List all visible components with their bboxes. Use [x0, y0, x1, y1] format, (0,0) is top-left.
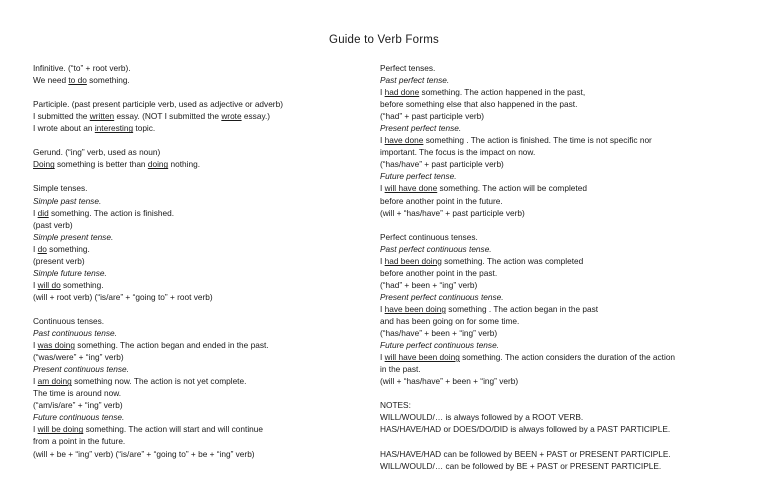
text-line	[380, 134, 740, 146]
text-line	[33, 399, 363, 411]
text-line	[380, 195, 740, 207]
underlined-verb: had done	[384, 87, 420, 98]
text-span: Perfect tenses.	[380, 63, 436, 73]
underlined-verb: did	[37, 207, 49, 218]
text-span: and has been going on for some time.	[380, 315, 520, 326]
underlined-verb: do	[37, 243, 47, 254]
text-line	[33, 62, 363, 74]
text-line	[380, 339, 740, 351]
text-span: something. The action considers the duration of the action	[459, 352, 676, 363]
text-span: something now. The action is not yet complete.	[71, 376, 247, 387]
text-span: essay.)	[241, 111, 271, 122]
text-line	[380, 351, 740, 363]
text-line	[380, 315, 740, 327]
text-line	[380, 122, 740, 134]
text-line	[380, 291, 740, 303]
text-span: nothing.	[168, 159, 201, 170]
blank-line	[380, 435, 740, 447]
text-span: essay. (NOT I submitted the	[114, 111, 222, 122]
text-span: WILL/WOULD/… can be followed by BE + PAST or PRESENT PARTICIPLE.	[380, 460, 662, 471]
text-span: I	[33, 376, 38, 387]
text-line	[33, 315, 363, 327]
text-span: before another point in the past.	[380, 267, 498, 278]
text-line	[33, 448, 363, 460]
text-span: I	[380, 87, 385, 98]
underlined-verb: was doing	[37, 340, 75, 351]
italic-subheading: Past perfect tense.	[380, 75, 450, 86]
text-line	[380, 327, 740, 339]
text-line	[33, 291, 363, 303]
text-line	[380, 98, 740, 110]
text-line	[380, 448, 740, 460]
text-span: topic.	[133, 123, 156, 134]
text-span: something.	[60, 279, 104, 290]
text-span: (“had” + been + “ing” verb)	[380, 279, 478, 290]
underlined-verb: am doing	[37, 376, 72, 387]
text-span: I	[33, 207, 38, 218]
text-span: before something else that also happened in the past.	[380, 99, 578, 110]
text-line	[380, 255, 740, 267]
text-line	[33, 423, 363, 435]
text-span: WILL/WOULD/… is always followed by a ROOT VERB.	[380, 412, 584, 423]
text-span: something is better than	[54, 159, 148, 170]
page-title: Guide to Verb Forms	[329, 34, 439, 46]
underlined-verb: had been doing	[384, 255, 442, 266]
left-column	[33, 62, 363, 460]
text-span: something. The action will be completed	[437, 183, 587, 194]
text-line	[33, 351, 363, 363]
underlined-verb: to do	[68, 75, 87, 86]
blank-line	[33, 86, 363, 98]
blank-line	[380, 219, 740, 231]
text-line	[33, 411, 363, 423]
text-line	[33, 98, 363, 110]
underlined-verb: Doing	[33, 159, 55, 170]
underlined-verb: have done	[384, 135, 424, 146]
text-line	[33, 267, 363, 279]
underlined-verb: wrote	[221, 111, 242, 122]
underlined-verb: will be doing	[37, 424, 84, 435]
text-line	[33, 110, 363, 122]
text-line	[380, 231, 740, 243]
text-line	[33, 231, 363, 243]
text-span: before another point in the future.	[380, 195, 503, 206]
text-span: I	[33, 243, 38, 254]
text-line	[380, 375, 740, 387]
italic-subheading: Future perfect continuous tense.	[380, 340, 499, 351]
italic-subheading: Future perfect tense.	[380, 171, 457, 182]
text-span: (“had” + past participle verb)	[380, 111, 484, 122]
text-line	[33, 219, 363, 231]
text-span: NOTES:	[380, 400, 411, 411]
underlined-verb: have been doing	[384, 303, 446, 314]
text-line	[380, 182, 740, 194]
text-span: something.	[46, 243, 90, 254]
italic-subheading: Present perfect continuous tense.	[380, 291, 504, 302]
text-span: something. The action will start and will continue	[83, 424, 264, 435]
text-span: I	[33, 340, 38, 351]
text-line	[380, 411, 740, 423]
underlined-verb: interesting	[94, 123, 134, 134]
text-line	[380, 74, 740, 86]
underlined-verb: will have been doing	[384, 352, 460, 363]
text-line	[33, 255, 363, 267]
text-span: The time is around now.	[33, 388, 122, 399]
underlined-verb: will do	[37, 279, 61, 290]
text-span: I	[33, 424, 38, 435]
text-span: something.	[86, 75, 130, 86]
text-line	[380, 460, 740, 472]
text-line	[380, 110, 740, 122]
text-span: (“has/have” + been + “ing” verb)	[380, 328, 498, 339]
text-line	[380, 423, 740, 435]
text-line	[33, 158, 363, 170]
text-line	[33, 339, 363, 351]
text-span: something. The action began and ended in the past.	[75, 340, 269, 351]
text-span: from a point in the future.	[33, 436, 126, 447]
italic-subheading: Present continuous tense.	[33, 364, 129, 375]
text-line	[380, 243, 740, 255]
text-line	[33, 435, 363, 447]
text-line	[380, 158, 740, 170]
text-span: Participle. (past present participle verb, used as adjective or adverb)	[33, 99, 283, 110]
text-span: We need	[33, 75, 69, 86]
italic-subheading: Present perfect tense.	[380, 123, 462, 134]
text-span: (past verb)	[33, 219, 73, 230]
text-line	[380, 146, 740, 158]
text-line	[380, 279, 740, 291]
text-span: something . The action began in the past	[446, 303, 599, 314]
italic-subheading: Simple present tense.	[33, 231, 114, 242]
text-span: Perfect continuous tenses.	[380, 231, 478, 242]
blank-line	[380, 387, 740, 399]
text-span: something. The action was completed	[441, 255, 584, 266]
text-line	[380, 86, 740, 98]
text-line	[33, 363, 363, 375]
text-span: I	[380, 183, 385, 194]
underlined-verb: will have done	[384, 183, 438, 194]
text-line	[33, 243, 363, 255]
italic-subheading: Future continuous tense.	[33, 412, 125, 423]
text-line	[33, 195, 363, 207]
text-span: something. The action is finished.	[48, 207, 174, 218]
text-span: (present verb)	[33, 255, 85, 266]
text-line	[380, 267, 740, 279]
italic-subheading: Simple past tense.	[33, 195, 102, 206]
text-line	[33, 375, 363, 387]
text-span: Infinitive. (“to” + root verb).	[33, 63, 131, 73]
text-line	[380, 399, 740, 411]
text-line	[33, 74, 363, 86]
text-line	[33, 387, 363, 399]
text-span: in the past.	[380, 364, 421, 375]
text-span: HAS/HAVE/HAD can be followed by BEEN + PAST or PRESENT PARTICIPLE.	[380, 448, 671, 459]
text-span: (will + “has/have” + been + “ing” verb)	[380, 376, 519, 387]
text-span: (“am/is/are” + “ing” verb)	[33, 400, 123, 411]
text-span: (“has/have” + past participle verb)	[380, 159, 504, 170]
text-span: Simple tenses.	[33, 183, 88, 194]
text-line	[33, 122, 363, 134]
text-span: I submitted the	[33, 111, 90, 122]
text-span: I	[33, 279, 38, 290]
text-line	[33, 207, 363, 219]
text-span: something . The action is finished. The time is not specific nor	[423, 135, 652, 146]
text-line	[380, 62, 740, 74]
text-span: I	[380, 303, 385, 314]
italic-subheading: Past perfect continuous tense.	[380, 243, 492, 254]
text-line	[380, 170, 740, 182]
italic-subheading: Past continuous tense.	[33, 328, 117, 339]
text-line	[380, 207, 740, 219]
text-span: HAS/HAVE/HAD or DOES/DO/DID is always followed by a PAST PARTICIPLE.	[380, 424, 671, 435]
text-span: Continuous tenses.	[33, 315, 105, 326]
text-span: I	[380, 135, 385, 146]
text-span: (will + “has/have” + past participle verb)	[380, 207, 525, 218]
text-line	[33, 182, 363, 194]
text-span: (will + be + “ing” verb) (“is/are” + “going to” + be + “ing” verb)	[33, 448, 255, 459]
text-line	[380, 303, 740, 315]
text-span: (“was/were” + “ing” verb)	[33, 352, 124, 363]
blank-line	[33, 303, 363, 315]
text-span: Gerund. (“ing” verb, used as noun)	[33, 147, 161, 158]
text-span: I	[380, 352, 385, 363]
text-line	[33, 146, 363, 158]
text-span: important. The focus is the impact on now.	[380, 147, 536, 158]
text-line	[380, 363, 740, 375]
underlined-verb: doing	[147, 159, 169, 170]
text-span: (will + root verb) (“is/are” + “going to” + root verb)	[33, 291, 213, 302]
right-column	[380, 62, 740, 472]
italic-subheading: Simple future tense.	[33, 267, 107, 278]
underlined-verb: written	[89, 111, 115, 122]
blank-line	[33, 170, 363, 182]
text-line	[33, 327, 363, 339]
text-span: I	[380, 255, 385, 266]
text-span: something. The action happened in the past,	[419, 87, 586, 98]
text-line	[33, 279, 363, 291]
text-span: I wrote about an	[33, 123, 95, 134]
blank-line	[33, 134, 363, 146]
